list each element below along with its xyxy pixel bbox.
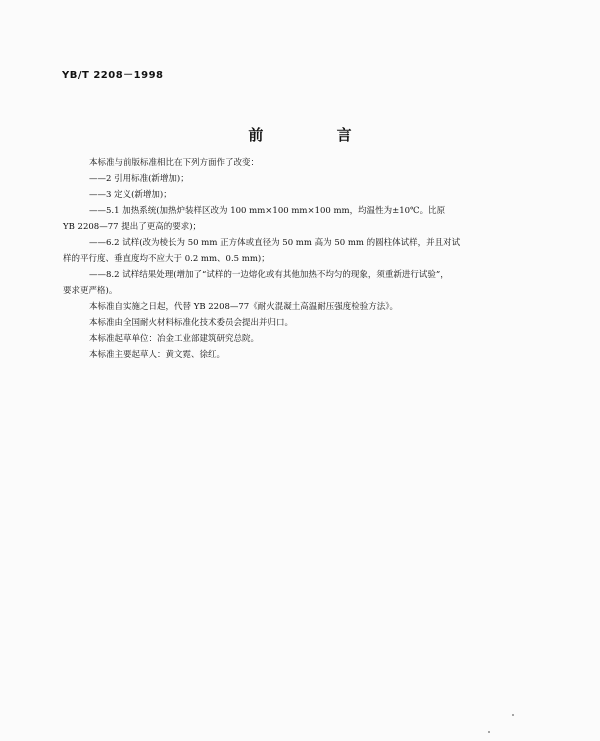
scan-speck	[512, 714, 514, 716]
change-item-5-1-continued: YB 2208—77 提出了更高的要求)；	[63, 222, 202, 232]
change-item-6-2-continued: 样的平行度、垂直度均不应大于 0.2 mm、0.5 mm)；	[63, 254, 270, 264]
change-item-8-2-continued: 要求更严格)。	[63, 286, 118, 296]
paragraph-drafting-unit: 本标准起草单位：冶金工业部建筑研究总院。	[89, 334, 260, 344]
paragraph-proposer: 本标准由全国耐火材料标准化技术委员会提出并归口。	[89, 318, 294, 328]
paragraph-intro: 本标准与前版标准相比在下列方面作了改变：	[89, 158, 260, 168]
change-item-8-2: ——8.2 试样结果处理(增加了“试样的一边熔化或有其他加热不均匀的现象，须重新进行试验”，	[89, 270, 449, 280]
change-item-6-2: ——6.2 试样(改为棱长为 50 mm 正方体或直径为 50 mm 高为 50 mm 的圆柱体试样，并且对试	[89, 238, 461, 248]
change-item-3: ——3 定义(新增加)；	[89, 190, 172, 200]
paragraph-replacement: 本标准自实施之日起，代替 YB 2208—77《耐火混凝土高温耐压强度检验方法》。	[89, 302, 398, 312]
scan-speck	[488, 731, 490, 733]
change-item-2: ——2 引用标准(新增加)；	[89, 174, 189, 184]
paragraph-drafters: 本标准主要起草人：黄文霓、徐红。	[89, 350, 226, 360]
preface-body	[63, 155, 539, 363]
page-title: 前 言	[248, 126, 386, 144]
change-item-5-1: ——5.1 加热系统(加热炉装样区改为 100 mm×100 mm×100 mm，均温性为±10℃。比原	[89, 206, 446, 216]
standard-code: YB/T 2208－1998	[62, 70, 164, 81]
